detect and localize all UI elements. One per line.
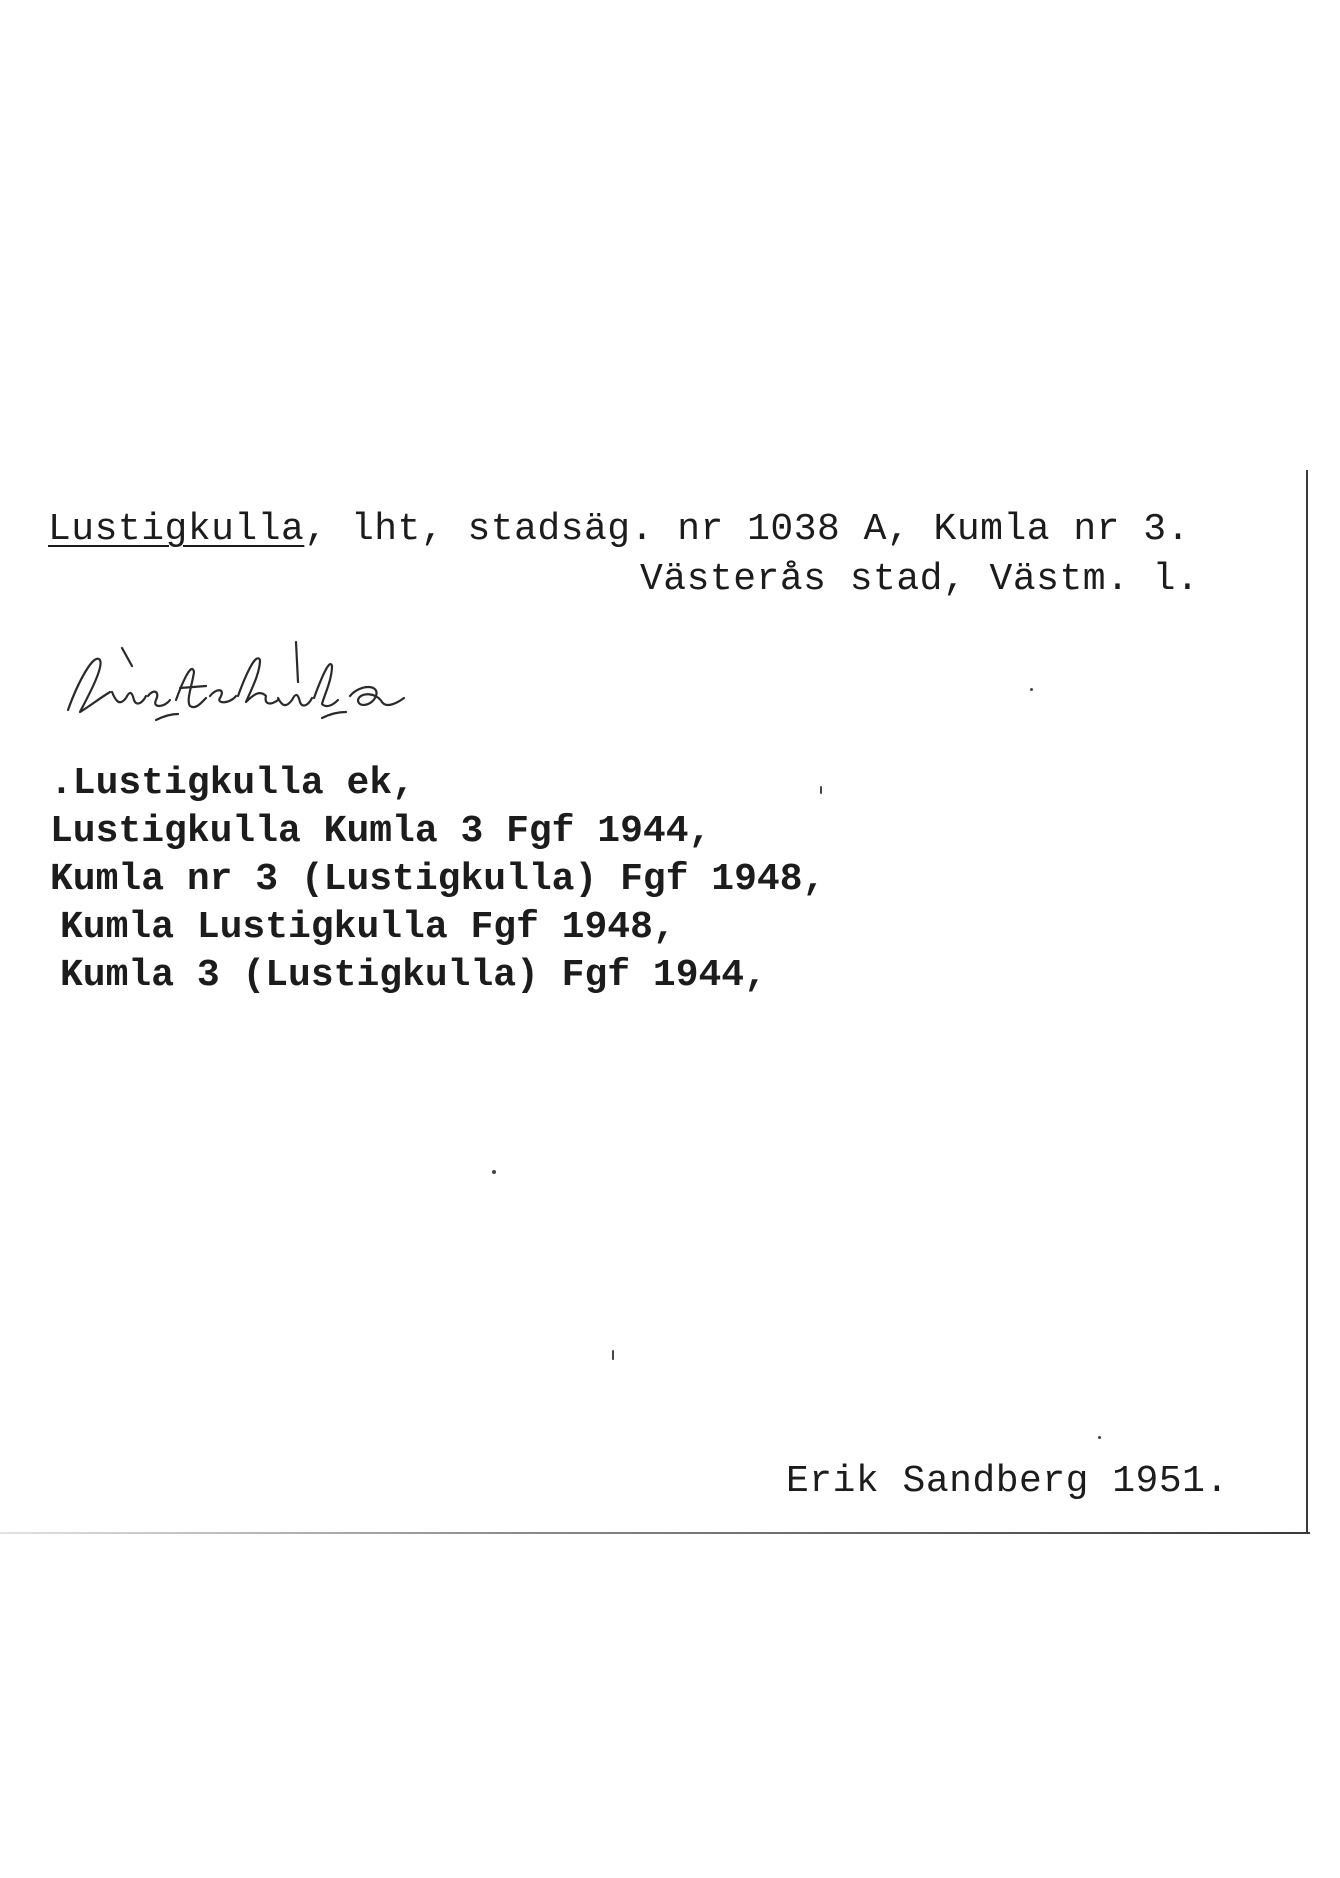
variant-line: Kumla nr 3 (Lustigkulla) Fgf 1948, bbox=[50, 858, 826, 901]
variant-line: Kumla 3 (Lustigkulla) Fgf 1944, bbox=[60, 954, 767, 997]
variant-line: .Lustigkulla ek, bbox=[50, 762, 415, 805]
paper-speck bbox=[492, 1170, 496, 1174]
paper-speck bbox=[612, 1350, 614, 1360]
collector-signature: Erik Sandberg 1951. bbox=[786, 1460, 1229, 1503]
handwritten-pronunciation bbox=[60, 622, 580, 732]
card-bottom-edge bbox=[0, 1532, 1310, 1534]
location-line: Västerås stad, Västm. l. bbox=[640, 558, 1200, 601]
heading-line bbox=[48, 508, 1190, 552]
variant-line: Lustigkulla Kumla 3 Fgf 1944, bbox=[50, 810, 712, 853]
variant-line: Kumla Lustigkulla Fgf 1948, bbox=[60, 906, 676, 949]
paper-speck bbox=[1098, 1436, 1101, 1439]
paper-speck bbox=[1030, 688, 1033, 691]
paper-speck bbox=[820, 786, 822, 794]
place-name: Lustigkulla bbox=[48, 508, 305, 551]
variant-list bbox=[50, 760, 825, 1000]
place-description: , lht, stadsäg. nr 1038 A, Kumla nr 3. bbox=[304, 508, 1190, 551]
card-right-edge bbox=[1306, 470, 1308, 1534]
